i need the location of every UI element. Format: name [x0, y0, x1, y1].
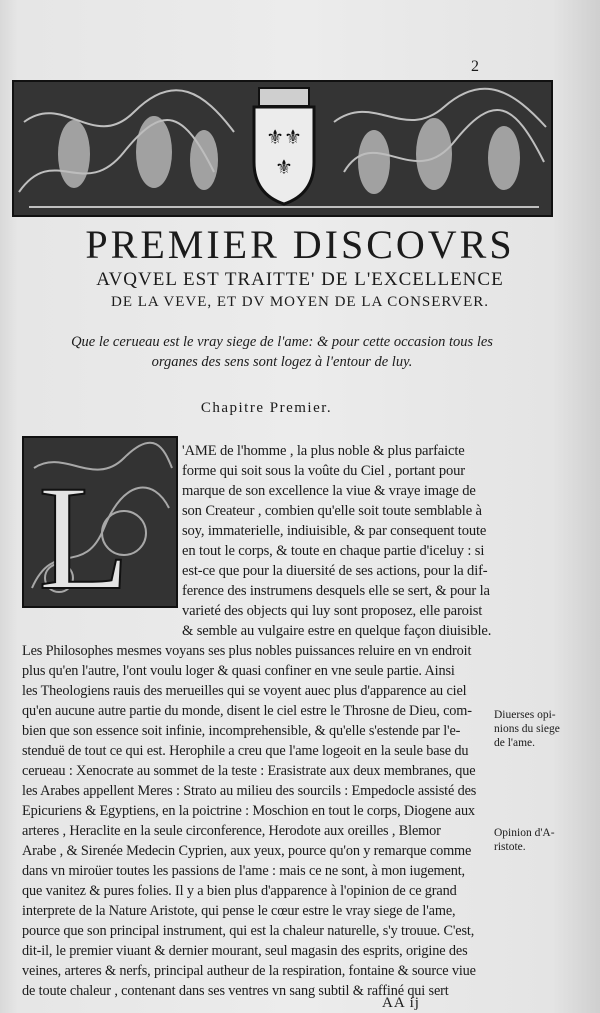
body-line: est-ce que pour la diuersité de ses actions, pour la dif- — [182, 563, 488, 579]
body-line: bien que son essence soit infinie, incomprehensible, & qu'elle s'estende par l'e- — [22, 723, 461, 739]
subtitle-line-2: DE LA VEVE, ET DV MOYEN DE LA CONSERVER. — [111, 294, 489, 310]
body-line: Epicuriens & Egyptiens, en la poictrine : Moschion en tout le corps, Diogene aux — [22, 803, 475, 819]
margin-note-line: ristote. — [494, 841, 526, 853]
body-line: & semble au vulgaire estre en quelque façon diuisible. — [182, 623, 492, 639]
body-line: pource que son principal instrument, qui est la chaleur naturelle, s'y trouue. C'est, — [22, 923, 475, 939]
body-line: les Arabes appellent Meres : Strato au milieu des sourcils : Empedocle assisté des — [22, 783, 477, 799]
margin-note-line: de l'ame. — [494, 737, 536, 749]
body-line: soy, immaterielle, indiuisible, & par consequent toute — [182, 523, 487, 539]
signature-mark: AA ij — [382, 995, 420, 1011]
body-line: veines, arteres & nerfs, principal autheur de la respiration, fontaine & source viue — [22, 963, 476, 979]
page-title: PREMIER DISCOVRS — [85, 222, 515, 267]
body-line: marque de son excellence la viue & vraye image de — [182, 483, 476, 499]
body-line: les Theologiens rauis des merueilles qui se voyent auec plus d'apparence au ciel — [22, 683, 467, 699]
body-line: cerueau : Xenocrate au sommet de la teste : Erasistrate aux deux membranes, que — [22, 763, 476, 779]
body-line: que vanitez & pures folies. Il y a bien plus d'apparence à l'opinion de ce grand — [22, 883, 457, 899]
body-line: qu'en aucune autre partie du monde, disent le ciel estre le Throsne de Dieu, com- — [22, 703, 472, 719]
margin-note-line: Opinion d'A- — [494, 827, 555, 839]
body-line: interprete de la Nature Aristote, qui pense le cœur estre le vray siege de l'ame, — [22, 903, 456, 919]
page-number: 2 — [471, 58, 479, 75]
body-line: 'AME de l'homme , la plus noble & plus parfaicte — [182, 443, 465, 459]
body-line: Les Philosophes mesmes voyans ses plus nobles puissances reluire en vn endroit — [22, 643, 472, 659]
body-line: son Createur , combien qu'elle soit toute semblable à — [182, 503, 482, 519]
woodcut-banner — [12, 80, 553, 217]
body-line: ference des instrumens desquels elle se sert, & pour la — [182, 583, 490, 599]
chapter-summary: Que le cerueau est le vray siege de l'ame: & pour cette occasion tous les organes des sens sont logez à l'entour de luy. — [71, 334, 493, 370]
body-line: dans vn miroüer toutes les passions de l'ame : mais ce ne sont, à mon iugement, — [22, 863, 465, 879]
body-line: arteres , Heraclite en la seule circonference, Herodote aux oreilles , Blemor — [22, 823, 441, 839]
margin-note-line: nions du siege — [494, 723, 560, 735]
body-line: plus qu'en l'autre, l'ont voulu loger & quasi confiner en vne seule partie. Ainsi — [22, 663, 455, 679]
royal-shield-icon — [254, 88, 314, 204]
chapter-heading: Chapitre Premier. — [200, 400, 333, 416]
subtitle-line-1: AVQVEL EST TRAITTE' DE L'EXCELLENCE — [96, 269, 504, 290]
body-line: en tout le corps, & toute en chaque partie d'iceluy : si — [182, 543, 485, 559]
banner-ornament-icon — [14, 82, 551, 215]
body-line: Arabe , & Sirenée Medecin Cyprien, aux yeux, pource qu'on y remarque comme — [22, 843, 472, 859]
drop-cap-ornament-icon — [24, 438, 176, 606]
svg-text:⚜⚜: ⚜⚜ — [266, 125, 302, 149]
drop-cap-letter: L — [38, 455, 130, 606]
body-line: stenduë de tout ce qui est. Herophile a creu que l'ame logeoit en la seule base du — [22, 743, 469, 759]
margin-note-line: Diuerses opi- — [494, 709, 556, 721]
body-line: varieté des objects qui luy sont proposez, elle paroist — [182, 603, 483, 619]
body-line: forme qui soit sous la voûte du Ciel , portant pour — [182, 463, 465, 479]
svg-text:⚜: ⚜ — [275, 155, 293, 179]
body-line: de toute chaleur , contenant dans ses ventres vn sang subtil & raffiné qui sert — [22, 983, 449, 999]
body-line: dit-il, le premier viuant & dernier mourant, seul magasin des esprits, origine des — [22, 943, 468, 959]
ornamental-drop-cap — [22, 436, 178, 608]
